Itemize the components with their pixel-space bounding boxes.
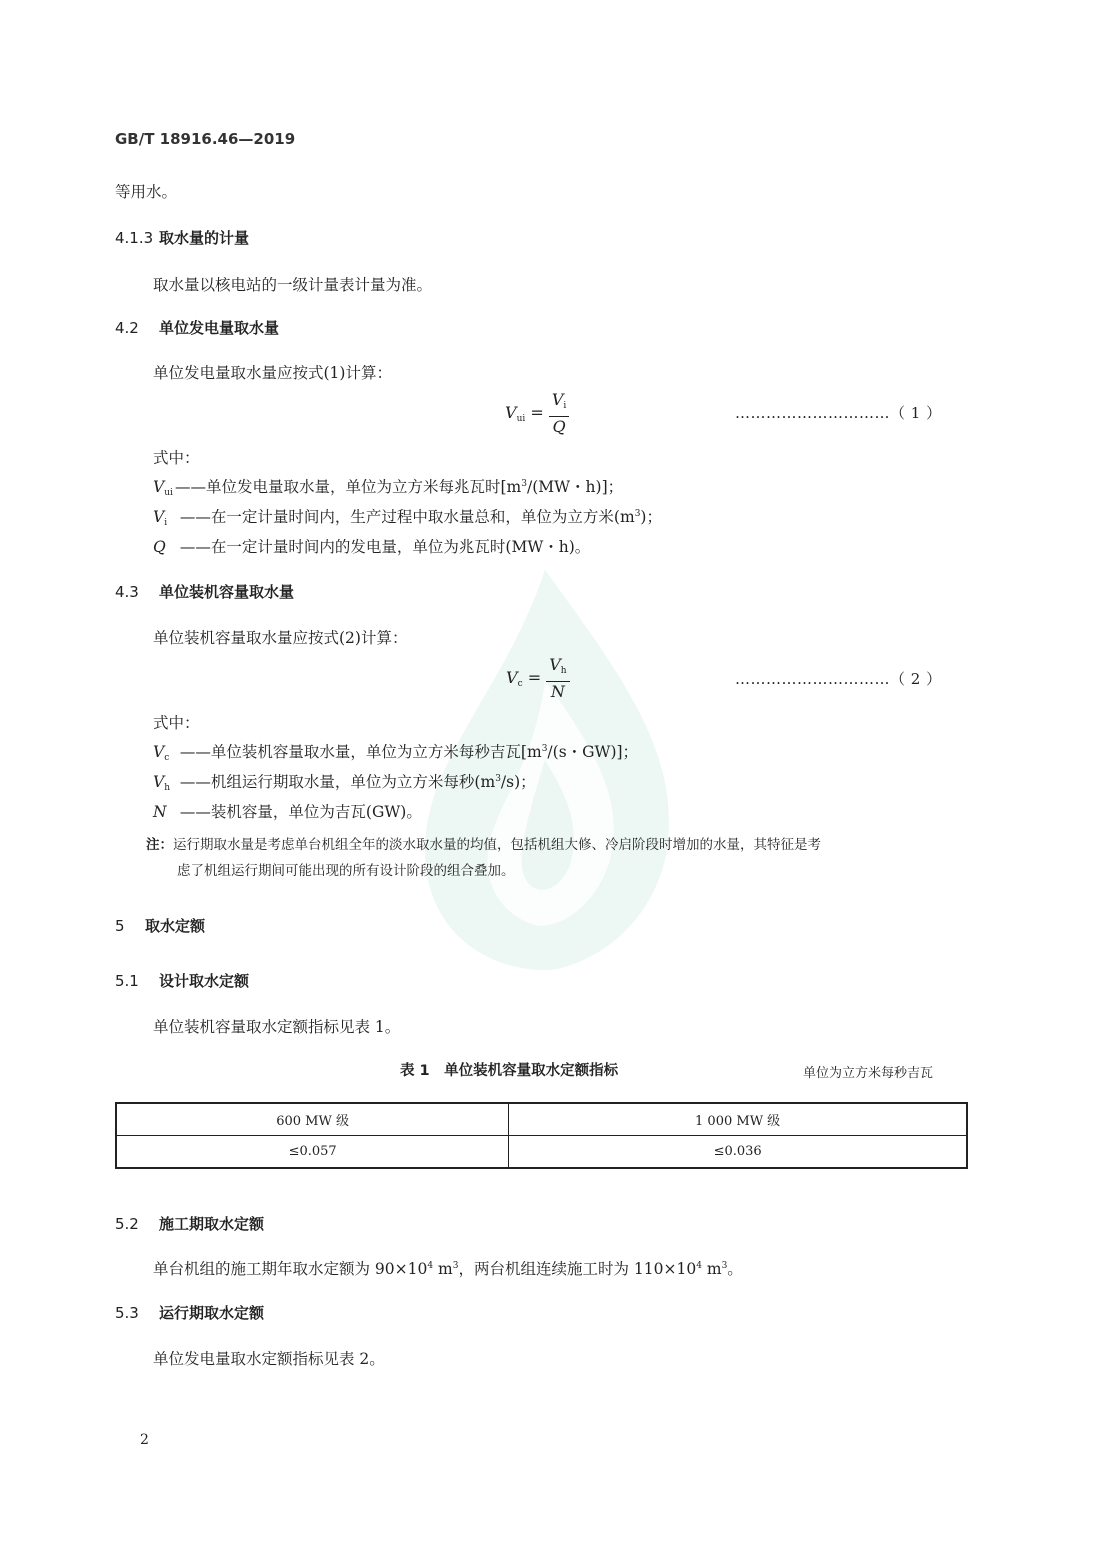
def-text-tail: /(MW・h)]； — [526, 478, 624, 496]
section-title: 取水定额 — [145, 917, 206, 935]
section-5-1-heading — [115, 970, 249, 991]
section-title: 设计取水定额 — [159, 972, 250, 990]
section-number: 5.2 — [115, 1215, 139, 1233]
eq1-numerator: V — [551, 390, 564, 409]
equation-2: $V_c$ = $\frac{V_h}{N}$ — [506, 655, 570, 702]
section-title: 取水量的计量 — [159, 229, 250, 247]
section-number: 5 — [115, 917, 125, 935]
definition-vc — [153, 740, 638, 763]
body-part: m — [433, 1260, 453, 1278]
section-title: 单位发电量取水量 — [159, 319, 280, 337]
section-4-1-3-body: 取水量以核电站的一级计量表计量为准。 — [153, 276, 433, 294]
section-4-2-heading — [115, 317, 279, 338]
section-5-3-body: 单位发电量取水定额指标见表 2。 — [153, 1350, 385, 1368]
eq1-fraction — [549, 390, 569, 437]
table-cell: ≤0.057 — [116, 1136, 509, 1169]
eq2-fraction — [546, 655, 569, 702]
exponent: 3 — [721, 1261, 728, 1271]
eq1-denominator: Q — [552, 417, 566, 436]
eq1-lhs-sub: ui — [516, 414, 526, 424]
table-1 — [115, 1102, 968, 1169]
where-label-1: 式中： — [153, 449, 200, 467]
def-symbol: V — [153, 773, 165, 791]
def-text-tail: /(s・GW)]； — [547, 743, 639, 761]
eq1-numerator-sub: i — [563, 401, 567, 411]
section-title: 单位装机容量取水量 — [159, 583, 295, 601]
section-title: 运行期取水定额 — [159, 1304, 265, 1322]
exponent: 4 — [696, 1261, 702, 1271]
note-label: 注： — [146, 837, 173, 853]
section-5-1-body: 单位装机容量取水定额指标见表 1。 — [153, 1018, 401, 1036]
def-text: ——装机容量，单位为吉瓦(GW)。 — [175, 803, 422, 821]
table-1-caption: 表 1 单位装机容量取水定额指标 — [400, 1063, 619, 1079]
def-text: ——单位装机容量取水量，单位为立方米每秒吉瓦[m — [175, 743, 542, 761]
note-line-2: 虑了机组运行期间可能出现的所有设计阶段的组合叠加。 — [177, 863, 515, 879]
def-symbol: V — [153, 508, 165, 526]
section-number: 4.1.3 — [115, 229, 154, 247]
def-symbol-sub: c — [164, 753, 170, 763]
note-block — [146, 832, 821, 884]
section-4-3-intro: 单位装机容量取水量应按式(2)计算： — [153, 629, 408, 647]
def-sup: 3 — [634, 509, 641, 519]
table-row — [116, 1136, 967, 1169]
equation-1-number: …………………………（ 1 ） — [735, 404, 942, 422]
definition-q — [153, 535, 590, 557]
definition-vh — [153, 770, 536, 793]
body-part: m — [701, 1260, 722, 1278]
eq2-numerator: V — [549, 655, 561, 674]
table-1-unit: 单位为立方米每秒吉瓦 — [803, 1066, 934, 1081]
section-title: 施工期取水定额 — [159, 1215, 265, 1233]
section-number: 4.3 — [115, 583, 139, 601]
eq2-lhs: V — [506, 668, 518, 687]
body-part: 。 — [727, 1260, 743, 1278]
equation-1: $V_{ui}$ = $\frac{V_i}{Q}$ — [505, 390, 569, 437]
table-header-cell: 1 000 MW 级 — [509, 1103, 967, 1136]
continuation-text: 等用水。 — [115, 183, 178, 201]
def-text: ——单位发电量取水量，单位为立方米每兆瓦时[m — [175, 478, 522, 496]
where-label-2: 式中： — [153, 714, 200, 732]
table-header-row — [116, 1103, 967, 1136]
def-text: ——机组运行期取水量，单位为立方米每秒(m — [175, 773, 496, 791]
exponent: 3 — [452, 1261, 459, 1271]
section-5-3-heading — [115, 1302, 264, 1323]
definition-n — [153, 800, 422, 822]
equation-2-number: …………………………（ 2 ） — [735, 670, 942, 688]
note-line-1: 运行期取水量是考虑单台机组全年的淡水取水量的均值，包括机组大修、冷启阶段时增加的水量，其特征是考 — [173, 837, 821, 853]
definition-vi — [153, 505, 662, 528]
def-text-tail: )； — [640, 508, 662, 526]
body-part: 单台机组的施工期年取水定额为 90×10 — [153, 1260, 428, 1278]
section-5-heading — [115, 915, 205, 936]
def-symbol: Q — [153, 538, 166, 556]
page-number: 2 — [140, 1432, 149, 1448]
eq2-denominator: N — [550, 682, 565, 701]
eq2-numerator-sub: h — [560, 666, 567, 676]
exponent: 4 — [427, 1261, 434, 1271]
def-sup: 3 — [495, 774, 501, 784]
section-5-2-body — [153, 1257, 743, 1279]
def-symbol-sub: ui — [164, 488, 173, 498]
section-4-1-3-heading — [115, 227, 249, 248]
eq1-lhs: V — [505, 403, 517, 422]
def-symbol-sub: i — [164, 518, 168, 528]
def-text: ——在一定计量时间内的发电量，单位为兆瓦时(MW・h)。 — [175, 538, 591, 556]
def-text-tail: /s)； — [500, 773, 536, 791]
eq2-lhs-sub: c — [517, 679, 523, 689]
def-symbol: N — [153, 803, 167, 821]
body-part: ，两台机组连续施工时为 110×10 — [458, 1260, 697, 1278]
table-header-cell: 600 MW 级 — [116, 1103, 509, 1136]
section-number: 4.2 — [115, 319, 139, 337]
section-4-2-intro: 单位发电量取水量应按式(1)计算： — [153, 364, 392, 382]
section-number: 5.1 — [115, 972, 139, 990]
table-cell: ≤0.036 — [509, 1136, 967, 1169]
def-sup: 3 — [541, 744, 548, 754]
section-number: 5.3 — [115, 1304, 139, 1322]
def-sup: 3 — [521, 479, 527, 489]
section-4-3-heading — [115, 581, 294, 602]
definition-vui — [153, 475, 623, 498]
standard-code: GB/T 18916.46—2019 — [115, 130, 296, 148]
def-text: ——在一定计量时间内，生产过程中取水量总和，单位为立方米(m — [175, 508, 635, 526]
def-symbol-sub: h — [164, 783, 170, 793]
section-5-2-heading — [115, 1213, 264, 1234]
def-symbol: V — [153, 478, 165, 496]
def-symbol: V — [153, 743, 165, 761]
